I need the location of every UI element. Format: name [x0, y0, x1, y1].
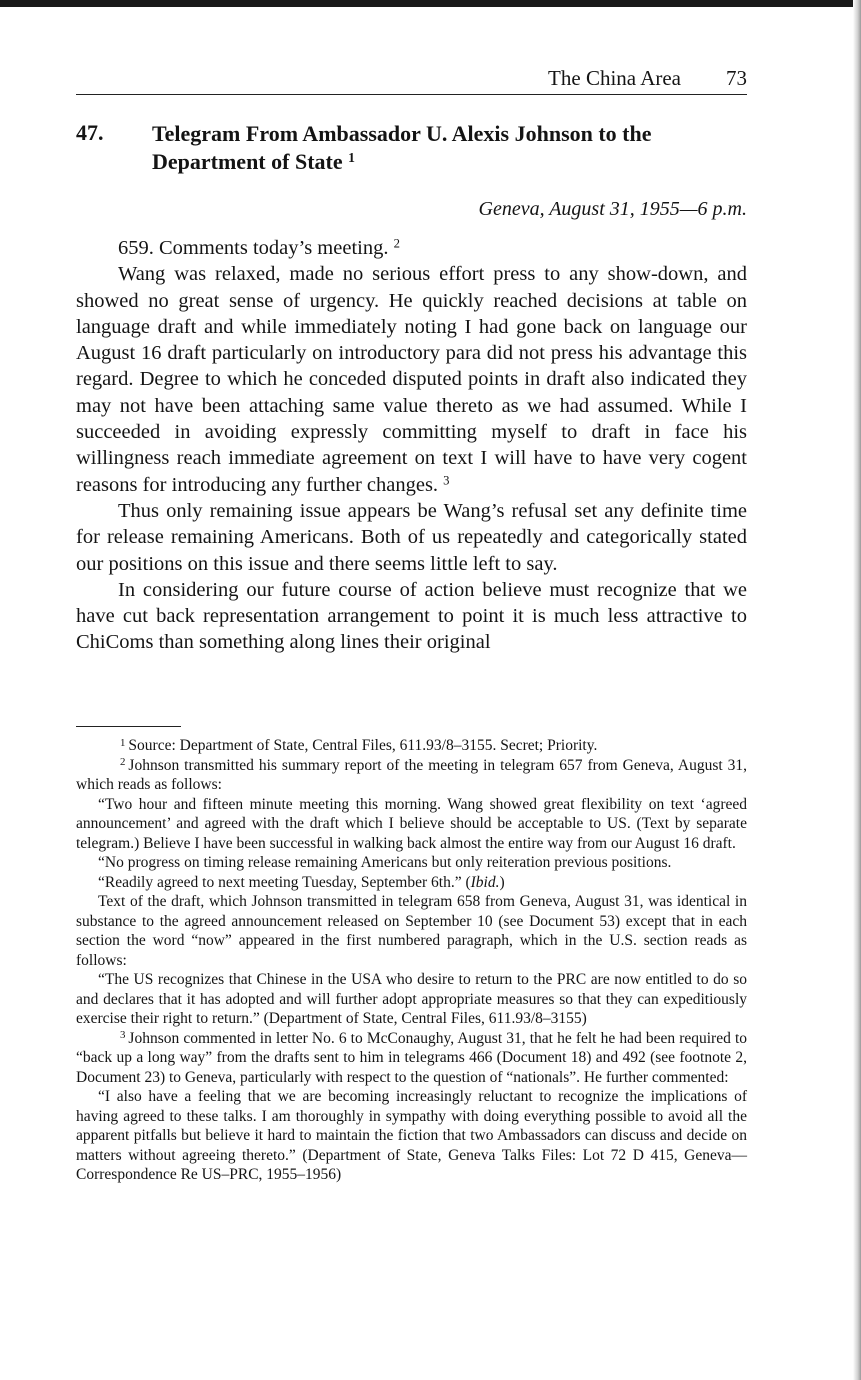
footnote-3: $^3$ Johnson commented in letter No. 6 to McConaughy, August 31, that he felt he had been required to “back up a long way” from the drafts sent to him in telegrams 466 (Document 18) and 492 (see footnote 2, Document 23) to Geneva, particularly with respect to the question of “nationals”. He further commented: [76, 1029, 747, 1086]
telegram-body [76, 235, 747, 656]
page-right-edge [853, 0, 861, 1380]
body-paragraph [76, 577, 747, 656]
footnote-2-quote: “No progress on timing release remaining Americans but only reiteration previous positions. [98, 854, 672, 871]
footnote-2-quote: “The US recognizes that Chinese in the USA who desire to return to the PRC are now entitled to do so and declares that it has adopted and will further adopt appropriate measures so that they can expeditiously exercise their right to return.” (Department of State, Central Files, 611.93/8–3155) [76, 971, 747, 1027]
dateline: Geneva, August 31, 1955—6 p.m. [478, 198, 747, 220]
footnote-3-quote: “I also have a feeling that we are becoming increasingly reluctant to recognize the implications of having agreed to these talks. I am thoroughly in sympathy with doing everything possible to avoid all the apparent pitfalls but believe it hard to maintain the fiction that two Ambassadors can discuss and decide on matters without agreeing thereto.” (Department of State, Geneva Talks Files: Lot 72 D 415, Geneva—Correspondence Re US–PRC, 1955–1956) [76, 1088, 747, 1183]
document-title-text: Telegram From Ambassador U. Alexis Johnson to the Department of State [152, 121, 652, 174]
footnote-2-quote: “Readily agreed to next meeting Tuesday, September 6th.” (Ibid.) [98, 873, 505, 891]
body-paragraph [76, 261, 747, 498]
body-paragraph [76, 498, 747, 577]
footnotes [76, 736, 747, 1185]
footnote-ref-3: 3 [443, 473, 450, 488]
footnote-ref-2: 2 [393, 236, 400, 251]
paragraph-text: In considering our future course of action believe must recognize that we have cut back representation arrangement to point it is much less attractive to ChiComs than something along lines their original [76, 578, 747, 654]
document-title [152, 120, 732, 176]
footnote-2-paragraph: Text of the draft, which Johnson transmitted in telegram 658 from Geneva, August 31, was identical in substance to the agreed announcement released on September 10 (see Document 53) except that in each section the word “now” appeared in the first numbered paragraph, which in the U.S. section reads as follows: [76, 893, 747, 969]
footnote-divider [76, 726, 181, 727]
footnote-ref-1: 1 [348, 150, 355, 166]
section-title: The China Area [548, 66, 681, 90]
paragraph-text: Thus only remaining issue appears be Wang’s refusal set any definite time for release remaining Americans. Both of us repeatedly and categorically stated our positions on this issue and there seems little left to say. [76, 499, 747, 575]
footnote-2-quote: “Two hour and fifteen minute meeting this morning. Wang showed great flexibility on text ‘agreed announcement’ and agreed with the draft which I believe should be acceptable to US. (Text by separate telegram.) Believe I have been successful in walking back almost the entire way from our August 16 draft. [76, 795, 747, 852]
paragraph-text: 659. Comments today’s meeting. [118, 237, 389, 259]
footnote-2: $^2$ Johnson transmitted his summary report of the meeting in telegram 657 from Geneva, August 31, which reads as follows: [76, 756, 747, 793]
document-number: 47. [76, 120, 104, 145]
running-header [76, 66, 747, 95]
paragraph-text: Wang was relaxed, made no serious effort press to any show-down, and showed no great sense of urgency. He quickly reached decisions at table on language draft and while immediately noting I had gone back on language our August 16 draft particularly on introductory para did not press his advantage this regard. Degree to which he conceded disputed points in draft also indicated they may not have been attaching same value thereto as we had assumed. While I succeeded in avoiding expressly committing myself to draft in face his willingness reach immediate agreement on text I will have to have very cogent reasons for introducing any further changes. [76, 263, 747, 496]
body-paragraph [76, 235, 747, 261]
page-number: 73 [726, 66, 747, 90]
footnote-1: $^1$ Source: Department of State, Central Files, 611.93/8–3155. Secret; Priority. [120, 736, 598, 754]
page-top-edge [0, 0, 861, 7]
